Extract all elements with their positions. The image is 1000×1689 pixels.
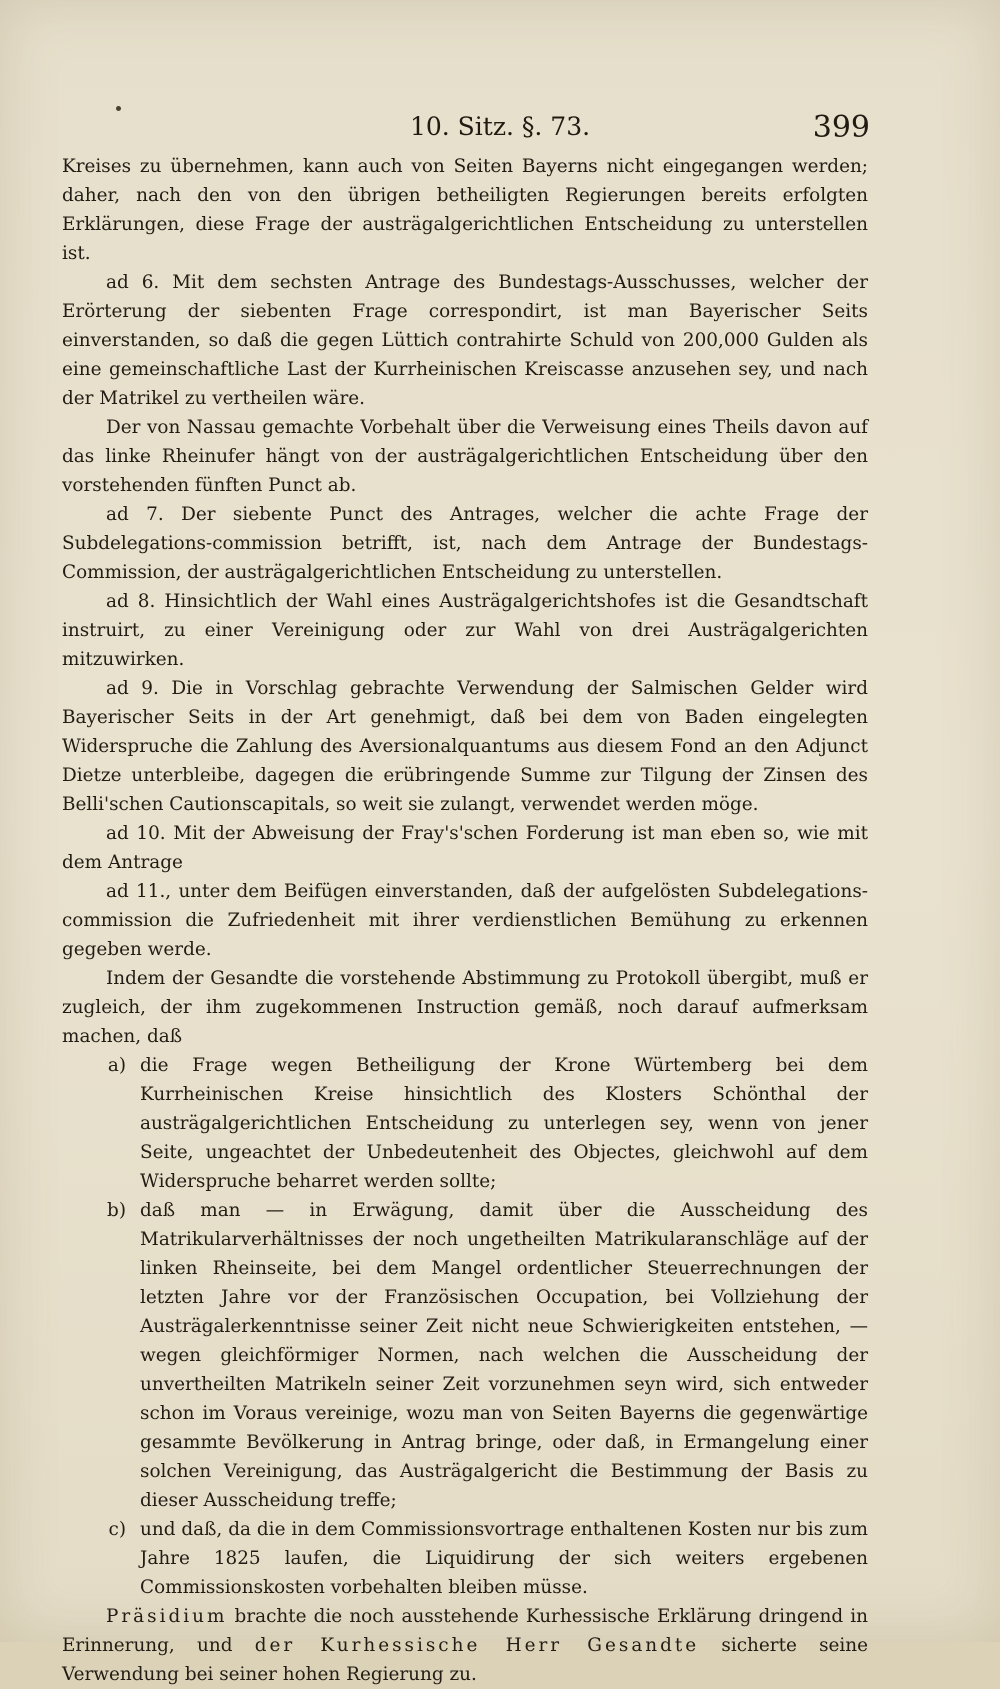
paragraph-ad-6: ad 6. Mit dem sechsten Antrage des Bundestags-Ausschusses, welcher der Erörterung der siebenten Frage correspondirt, ist man Bayerischer Seits einverstanden, so daß die gegen Lüttich contrahirte Schuld von 200,000 Gulden als eine gemeinschaftliche Last der Kurrheinischen Kreiscasse anzusehen sey, und nach der Matrikel zu vertheilen wäre. <box>62 272 868 409</box>
page-number: 399 <box>812 110 870 145</box>
closing-text-1: brachte die noch ausstehende Kurhessische Erklärung dringend in Erinnerung, und <box>62 1606 868 1656</box>
list-item-text: und daß, da die in dem Commissionsvortrage enthaltenen Kosten nur bis zum Jahre 1825 laufen, die Liquidirung der sich weiters ergebenen Commissionskosten vorbehalten bleiben müsse. <box>140 1519 868 1598</box>
paragraph-indem: Indem der Gesandte die vorstehende Abstimmung zu Protokoll übergibt, muß er zugleich, der ihm zugekommenen Instruction gemäß, noch darauf aufmerksam machen, daß <box>62 968 868 1047</box>
list-item-label: c) <box>108 1519 126 1540</box>
paragraph-ad-7: ad 7. Der siebente Punct des Antrages, welcher die achte Frage der Subdelegations-commission betrifft, ist, nach dem Antrage der Bundestags-Commission, der austrägalgerichtlichen Entscheidung zu unterstellen. <box>62 504 868 583</box>
paragraph-continuation: Kreises zu übernehmen, kann auch von Seiten Bayerns nicht eingegangen werden; daher, nach den von den übrigen betheiligten Regierungen bereits erfolgten Erklärungen, diese Frage der austrägalgerichtlichen Entscheidung zu unterstellen ist. <box>62 156 868 264</box>
paragraph-ad-8: ad 8. Hinsichtlich der Wahl eines Austrägalgerichtshofes ist die Gesandtschaft instruirt, zu einer Vereinigung oder zur Wahl von drei Austrägalgerichten mitzuwirken. <box>62 591 868 670</box>
paragraph-ad-10: ad 10. Mit der Abweisung der Fray's'schen Forderung ist man eben so, wie mit dem Antrage <box>62 823 868 873</box>
running-head <box>0 108 1000 148</box>
envoy-label: der Kurhessische Herr Gesandte <box>254 1635 700 1656</box>
list-item-b <box>62 1196 868 1515</box>
list-item-text: daß man — in Erwägung, damit über die Ausscheidung des Matrikularverhältnisses der noch ungetheilten Matrikularanschläge auf der linken Rheinseite, bei dem Mangel ordentlicher Steuerrechnungen der letzten Jahre vor der Französischen Occupation, bei Vollziehung der Austrägalerkenntnisse seiner Zeit nicht neue Schwierigkeiten entstehen, — wegen gleichförmiger Normen, nach welchen die Ausscheidung der unvertheilten Matrikeln seiner Zeit vorzunehmen seyn wird, sich entweder schon im Voraus vereinige, wozu man von Seiten Bayerns die gegenwärtige gesammte Bevölkerung in Antrag bringe, oder daß, in Ermangelung einer solchen Vereinigung, das Austrägalgericht die Bestimmung der Basis zu dieser Ausscheidung treffe; <box>140 1200 868 1511</box>
closing-text-2: sicherte seine Verwendung bei seiner hohen Regierung zu. <box>62 1635 869 1685</box>
list-item-a <box>62 1051 868 1196</box>
list-item-c <box>62 1515 868 1602</box>
list-item-label: b) <box>107 1200 126 1221</box>
paragraph-ad-11: ad 11., unter dem Beifügen einverstanden, daß der aufgelösten Subdelegations-commission die Zufriedenheit mit ihrer verdienstlichen Bemühung zu erkennen gegeben werde. <box>62 881 868 960</box>
body-text <box>62 152 868 1689</box>
paragraph-ad-9: ad 9. Die in Vorschlag gebrachte Verwendung der Salmischen Gelder wird Bayerischer Seits in der Art genehmigt, daß bei dem von Baden eingelegten Widerspruche die Zahlung des Aversionalquantums aus diesem Fond an den Adjunct Dietze unterbleibe, dagegen die erübringende Summe zur Tilgung der Zinsen des Belli'schen Cautionscapitals, so weit sie zulangt, verwendet werden möge. <box>62 678 868 815</box>
list-item-text: die Frage wegen Betheiligung der Krone Würtemberg bei dem Kurrheinischen Kreise hinsichtlich des Klosters Schönthal der austrägalgerichtlichen Entscheidung zu unterlegen sey, wenn von jener Seite, ungeachtet der Unbedeutenheit des Objectes, gleichwohl auf dem Widerspruche beharret werden sollte; <box>140 1055 868 1192</box>
presidium-label: Präsidium <box>106 1606 228 1627</box>
list-item-label: a) <box>107 1055 126 1076</box>
running-title: 10. Sitz. §. 73. <box>409 112 591 141</box>
paragraph-nassau: Der von Nassau gemachte Vorbehalt über die Verweisung eines Theils davon auf das linke Rheinufer hängt von der austrägalgerichtlichen Entscheidung über den vorstehenden fünften Punct ab. <box>62 417 868 496</box>
closing-paragraph <box>62 1602 868 1689</box>
